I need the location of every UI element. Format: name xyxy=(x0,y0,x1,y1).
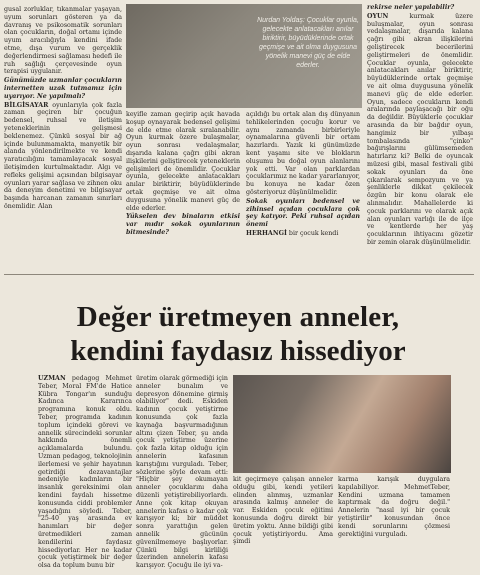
paragraph: üretim olarak görmediği için anneler bunalım ve depresyon dönemine girmiş olabiliyor" dedi. Eskiden kadının çocuk yetiştirme konusunda çok fazla kaynağa başvurmadığının altını çizen Teber, şu anda çocuk yetiştirme üzerine çok fazla kitap olduğu için annelerin kafasının karıştığını vurguladı. Teber, sözlerine şöyle devam etti: "Hiçbir şey okumayan anneler çocuklarını daha düzenli yetiştirebiliyorlardı. Anne çok kitap okuyan annelerin kafası o kadar çok karışıyor ki; bir müddet sonra yarattığın gelen annelik gücünün güvenilmemeye başlıyorlar. Çünkü bilgi kirliliği üzerinden annelerin kafası karışıyor. Çocuğu ile iyi va- xyxy=(136,375,228,570)
paragraph-text: pedagog Mehmet Teber, Moral FM'de Hatice Kübra Tongar'ın sunduğu Kadınca Kararınca programına konuk oldu. Teber, programda kadının toplum içindeki görevi ve annelik sürecindeki sorunlar hakkında önemli açıklamalarda bulundu. Uzman pedagog, teknolojinin ilerlemesi ve şehir hayatının getirdiği dezavantajlar nedeniyle kadınların bir insanlık gereksinimi olan kendini faydalı hissetme konusunda ciddi problemler yaşadığını söyledi. Teber, "25-40 yaş arasında ev hanımları bir değer üretmedikleri zaman kendilerini faydasız hissediyorlar. Her ne kadar çocuk yetiştirmek bir değer olsa da toplum bunu bir xyxy=(38,375,132,570)
article-headline xyxy=(28,300,448,368)
top-column-4 xyxy=(367,4,473,272)
paragraph xyxy=(246,230,360,238)
paragraph: karma karışık duygulara kapılabiliyor. MehmetTeber, Kendini uzmana tamamen kaptırmak da doğru değil." Annelerin "nasıl iyi bir çocuk yetiştirilir" konusundan önce kendi sorunlarını çözmesi gerektiğini vurguladı. xyxy=(338,476,450,538)
paragraph xyxy=(367,13,473,247)
top-column-2 xyxy=(126,111,240,263)
paragraph-text: kurmak üzere buluşmalar, oyun sonrası vedalaşmalar, dışarıda kalana çağrı gibi akran ilişkilerini geliştirecek becerilerini geliştirmeleri de önemlidir. Çocuklar oyunla, gelecekte anlatacakları anılar biriktirir, büyüdüklerinde ortak geçmişe ve ait olma duygusuna yönelik manevi güç de elde ederler. Oyun, sadece çocukların kendi aralarında paylaşacağı bir oğu da değildir. Büyüklerle çocuklar arasında da bir bağdır oyun, hangimiz bir yılbaşı tombalasında "çinko" bağırışlarını gülümsemeden hatırlarız ki? Belki de oyuncak müzesi gibi, masal festivali gibi sokak oyunları da öne çıkarılarak sempozyum ve ya şenliklerle dikkat çekilecek özgün bir konu olarak ele alınmalıdır. Mahallelerde ki çocuk parklarını ve olarak açık alan oyunları varlığı ile de ilçe ve kentlerde her yaş çocuklarının ihtiyacını gözetir bir zemin olarak düşünülmelidir. xyxy=(367,12,473,246)
lead-word: HERHANGİ xyxy=(246,229,287,237)
photo-nurdan-yoldas xyxy=(126,4,362,108)
bottom-column-4 xyxy=(338,476,450,566)
lead-word: UZMAN xyxy=(38,375,66,382)
question: rekirse neler yapılabilir? xyxy=(367,4,455,11)
headline-line-1: Değer üretmeyen anneler, xyxy=(76,301,400,333)
paragraph-text: oyunlarıyla çok fazla zaman geçiren bir çocuğun bedensel, ruhsal ve iletişim yeteneklerinin gelişmesi beklenemez. Çünkü sosyal bir ağ içinde bulunmamakta, manyetik bir alanda yönlendirilmekte ve kendi yaratıcılığını tamamlayacak sosyal iletişimden kurtulmaktadır. Algı ve refleks gelişimi açısından bilgisayar oyunları yarar sağlasa ve zihnen oku da deneyim denetimi ve bilgisayar başında harcanan zamanın sınırları önemlidir. Alan xyxy=(4,101,122,210)
headline-line-2: kendini faydasız hissediyor xyxy=(70,335,406,367)
question: Günümüzde uzmanlar çocukların internetten uzak tutmamız için uyarıyor. Ne yapılmalı? xyxy=(4,77,122,100)
bottom-column-1 xyxy=(38,375,132,570)
lead-word: OYUN xyxy=(367,12,389,20)
paragraph xyxy=(4,102,122,211)
top-column-1 xyxy=(4,6,122,264)
paragraph xyxy=(38,375,132,570)
question: Sokak oyunları bedensel ve zihinsel açıdan çocuklara çok şey katıyor. Peki ruhsal açıdan önemi xyxy=(246,197,360,229)
paragraph: kit geçirmeye çalışan anneler olduğu gibi, kendi yetileri elinden alınmış, uzmanlar arasında kalmış anneler de var. Eskiden çocuk eğitimi konusunda doğru direkt bir üretim yoktu. Anne bildiği gibi çocuk yetiştiriyordu. Ama şimdi xyxy=(233,476,333,546)
section-divider xyxy=(4,274,474,275)
photo-mother-and-child xyxy=(233,375,451,473)
top-column-3 xyxy=(246,111,360,263)
paragraph: keyifle zaman geçirip açık havada koşup oynayarak bedensel gelişimi de elde etme olarak sıralanabilir. Oyun kurmak özere bulaşmalar, oyun sonrası vedalaşmalar, dışarıda kalana çağrı gibi akran ilişkilerini geliştirecek yeteneklerin gelişimleri de önemlidir. Çocuklar oyunla, gelecekte anlatacakları anılar biriktirir, büyüdüklerinde ortak geçmişe ve ait olma duygusuna yönelik manevi güç de elde ederler. xyxy=(126,111,240,212)
bottom-column-3 xyxy=(233,476,333,566)
photo-quote: Nurdan Yoldaş: Çocuklar oyunla, gelecekte anlatacakları anılar biriktirir, büyüdüklerinde ortak geçmişe ve ait olma duygusuna yönelik manevi güç de elde ederler. xyxy=(257,17,359,69)
paragraph-text: bir çocuk kendi xyxy=(288,229,339,237)
lead-word: BİLGİSAYAR xyxy=(4,101,49,109)
paragraph: açıldığı bu ortak alan dış dünyanın tehlikelerinden çocuğu korur ve aynı zamanda birbirleriyle oynamalarına güvenli bir ortam hazırlardı. Yazık ki günümüzde kent yaşamı site ve blokların oluşumu bu doğal oyun alanlarını yok etti. Var olan parklardan çocuklarımız ne kadar yararlanıyor, bu konuya ne kadar özen gösteriyoruz düşünülmelidir. xyxy=(246,111,360,196)
paragraph: gusal zorluklar, tıkanmalar yaşayan, uyum sorunları gösteren ya da davranış ve psikosomatik sorunları olan çocukların, doğal ortamı içinde uyum aracılığıyla kendini ifade etme, dışa vurum ve gerçeklik değerlendirmesi sağlaması hedefi ile ruh sağlığı çerçevesinde oyun terapisi uygulanır. xyxy=(4,6,122,76)
question: Yükselen dev binaların etkisi var mıdır sokak oyunlarının bitmesinde? xyxy=(126,213,240,236)
bottom-column-2 xyxy=(136,375,228,570)
